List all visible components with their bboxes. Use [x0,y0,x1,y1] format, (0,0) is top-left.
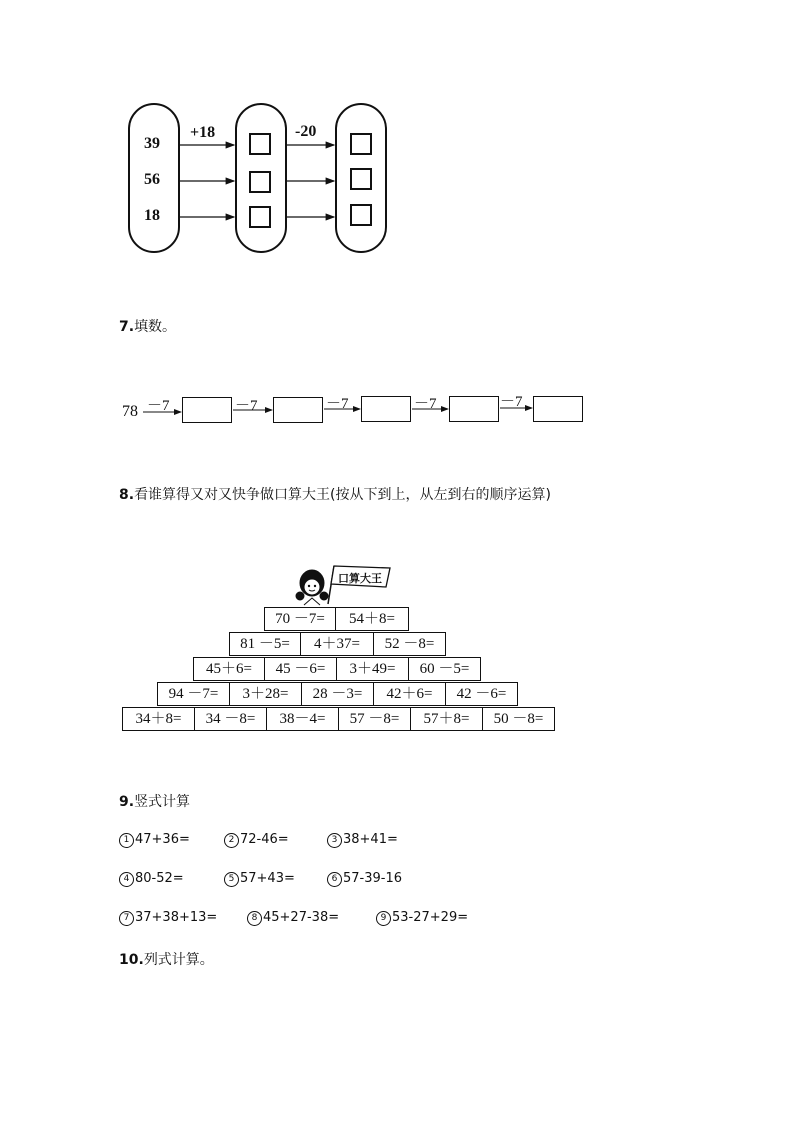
pyramid-cell: 60 －5= [408,657,481,681]
question-8-heading [119,484,551,504]
calc-problem [119,871,184,887]
chain-op: －7 [326,396,349,412]
question-10-heading [119,949,214,969]
pyramid-cell: 3＋28= [229,682,302,706]
question-9-heading [119,791,190,811]
calc-problem [247,910,339,926]
question-7-heading [119,316,176,336]
problem-expression: 57+43= [240,871,295,886]
chain-start: 78 [122,403,138,420]
problem-expression: 47+36= [135,832,190,847]
calc-problem [119,910,217,926]
problem-number: 4 [119,872,134,887]
pyramid-cell: 70 －7= [264,607,336,631]
calc-problem [119,832,190,848]
problem-expression: 45+27-38= [263,910,340,925]
pyramid-cell: 34 －8= [194,707,267,731]
pyramid-cell: 50 －8= [482,707,555,731]
chain-arrows [0,380,793,440]
pyramid-cell: 28 －3= [301,682,374,706]
question-number: 10. [119,952,144,968]
pyramid-cell: 42＋6= [373,682,446,706]
pyramid-cell: 42 －6= [445,682,518,706]
problem-number: 8 [247,911,262,926]
problem-expression: 37+38+13= [135,910,218,925]
problem-expression: 80-52= [135,871,184,886]
question-text: 竖式计算 [134,794,191,810]
pyramid-cell: 45 －6= [264,657,337,681]
problem-number: 5 [224,872,239,887]
pyramid-cell: 38－4= [266,707,339,731]
question-number: 9. [119,794,135,810]
problem-expression: 72-46= [240,832,289,847]
problem-expression: 57-39-16 [343,871,403,886]
question-text: 列式计算。 [143,952,214,968]
chain-op: －7 [500,394,523,410]
calc-problem [376,910,468,926]
calc-problem [224,871,295,887]
input-value: 39 [144,135,160,152]
pyramid-cell: 3＋49= [336,657,409,681]
chain-op: －7 [147,398,170,414]
problem-number: 1 [119,833,134,848]
flag-text: 口算大王 [338,572,382,585]
input-value: 56 [144,171,160,188]
pyramid-cell: 34＋8= [122,707,195,731]
question-number: 7. [119,319,135,335]
question-text: 填数。 [134,319,177,335]
question-number: 8. [119,487,135,503]
problem-number: 7 [119,911,134,926]
calc-problem [327,832,398,848]
flow-arrows [0,0,793,300]
problem-expression: 53-27+29= [392,910,469,925]
pyramid-cell: 52 －8= [373,632,446,656]
problem-number: 3 [327,833,342,848]
problem-expression: 38+41= [343,832,398,847]
calc-problem [224,832,289,848]
pyramid-cell: 57 －8= [338,707,411,731]
pyramid-cell: 57＋8= [410,707,483,731]
chain-op: －7 [235,398,258,414]
question-text: 看谁算得又对又快争做口算大王(按从下到上，从左到右的顺序运算) [134,487,551,503]
pyramid-cell: 81 －5= [229,632,301,656]
problem-number: 6 [327,872,342,887]
pyramid-cell: 4＋37= [300,632,374,656]
input-value: 18 [144,207,160,224]
calc-problem [327,871,402,887]
problem-number: 9 [376,911,391,926]
op-label-plus: +18 [190,124,216,141]
problem-number: 2 [224,833,239,848]
pyramid-cell: 94 －7= [157,682,230,706]
op-label-minus: -20 [295,123,317,140]
pyramid-cell: 45＋6= [193,657,265,681]
chain-op: －7 [414,396,437,412]
pyramid-cell: 54＋8= [335,607,409,631]
